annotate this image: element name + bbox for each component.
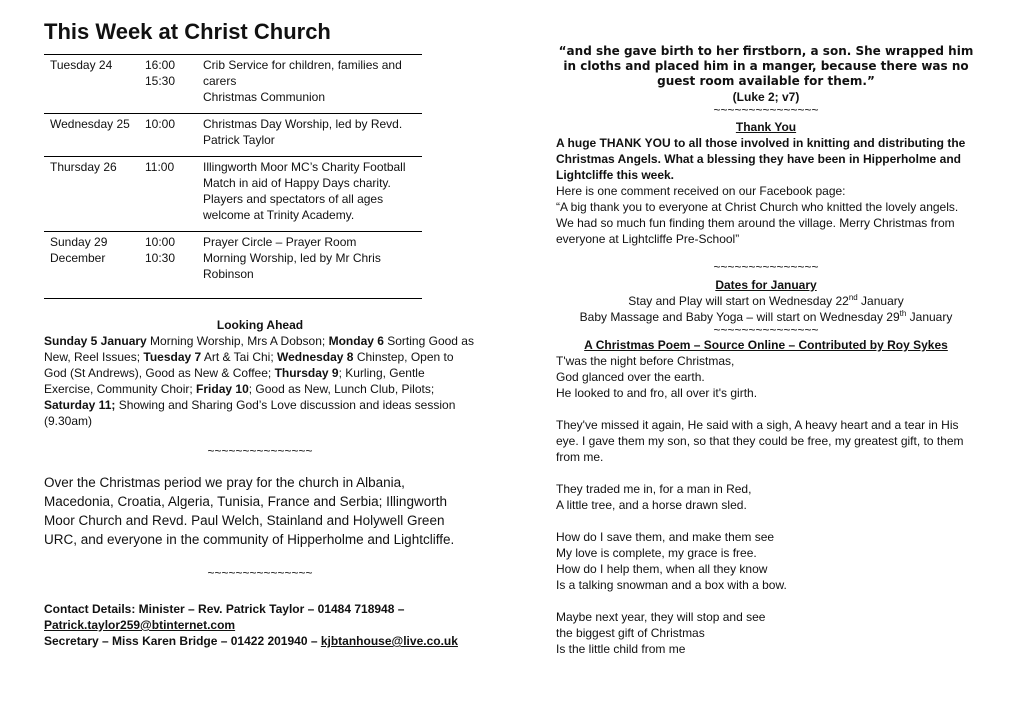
divider: ~~~~~~~~~~~~~~~ [713, 323, 819, 337]
thanks-title: Thank You [735, 120, 797, 134]
looking-ahead-events: Chinstep, Open to God (St Andrews), Good as New & Coffee; [44, 350, 454, 380]
schedule-day: December [50, 251, 106, 265]
schedule-row [44, 157, 422, 232]
looking-ahead-text [44, 333, 476, 429]
looking-ahead-events: Art & Tai Chi; [201, 350, 277, 364]
schedule-description: Christmas Communion [203, 90, 326, 104]
schedule-time: 15:30 [145, 74, 176, 88]
schedule-day: Tuesday 24 [50, 58, 113, 72]
looking-ahead-events: ; Kurling, Gentle Exercise, Community Choir; [44, 366, 425, 396]
divider: ~~~~~~~~~~~~~~~ [207, 566, 313, 580]
schedule-description: Christmas Day Worship, led by Revd. Patrick Taylor [203, 117, 403, 147]
poem-stanza: How do I save them, and make them see My love is complete, my grace is free. How do I help them, when all they know Is a talking snowman and a box with a bow. [556, 530, 787, 592]
poem-body [556, 353, 976, 657]
looking-ahead-day: Wednesday 8 [277, 350, 354, 364]
schedule-time: 10:30 [145, 251, 176, 265]
schedule-time: 16:00 [145, 58, 176, 72]
divider: ~~~~~~~~~~~~~~~ [713, 260, 819, 274]
dates-title: Dates for January [715, 278, 817, 292]
schedule-time: 11:00 [145, 160, 175, 174]
thanks-intro: Here is one comment received on our Facebook page: [556, 184, 846, 198]
poem-stanza: They've missed it again, He said with a sigh, A heavy heart and a tear in His eye. I gave them my son, so that they could be free, my greatest gift, to them from me. [556, 418, 964, 464]
looking-ahead-day: Tuesday 7 [143, 350, 202, 364]
looking-ahead-day: Saturday 11; [44, 398, 116, 412]
contact-details [44, 601, 476, 649]
schedule-table [44, 54, 422, 299]
divider: ~~~~~~~~~~~~~~~ [207, 444, 313, 458]
contact-secretary: Secretary – Miss Karen Bridge – 01422 201940 – [44, 634, 321, 648]
dates-line-1: Stay and Play will start on Wednesday 22nd January [628, 293, 904, 308]
schedule-row [44, 232, 422, 299]
secretary-email-link[interactable]: kjbtanhouse@live.co.uk [320, 634, 458, 648]
looking-ahead-events: Showing and Sharing God’s Love discussion and ideas session (9.30am) [44, 398, 456, 428]
looking-ahead-day: Sunday 5 January [44, 334, 147, 348]
schedule-day: Wednesday 25 [50, 117, 130, 131]
schedule-description: Illingworth Moor MC’s Charity Football Match in aid of Happy Days charity. Players and spectators of all ages welcome at Trinity Academy. [203, 160, 406, 222]
schedule-description: Crib Service for children, families and carers [203, 58, 402, 88]
looking-ahead-events: Morning Worship, Mrs A Dobson; [146, 334, 329, 348]
minister-email-link[interactable]: Patrick.taylor259@btinternet.com [44, 618, 236, 632]
scripture-reference: (Luke 2; v7) [732, 90, 800, 104]
schedule-time: 10:00 [145, 235, 176, 249]
schedule-description: Prayer Circle – Prayer Room [203, 235, 357, 249]
poem-stanza: T'was the night before Christmas, God glanced over the earth. He looked to and fro, all over it's girth. [556, 354, 758, 400]
contact-minister: Contact Details: Minister – Rev. Patrick Taylor – 01484 718948 – [44, 602, 405, 616]
poem-stanza: Maybe next year, they will stop and see the biggest gift of Christmas Is the little child from me [556, 610, 766, 656]
divider: ~~~~~~~~~~~~~~~ [713, 103, 819, 117]
looking-ahead-events: ; Good as New, Lunch Club, Pilots; [248, 382, 435, 396]
thanks-text: A huge THANK YOU to all those involved in knitting and distributing the Christmas Angels. What a blessing they have been in Hipperholme and Lightcliffe this week. [556, 136, 966, 182]
page-title: This Week at Christ Church [44, 19, 331, 44]
prayer-text: Over the Christmas period we pray for the church in Albania, Macedonia, Croatia, Algeria, Tunisia, France and Serbia; Illingworth Moor Church and Revd. Paul Welch, Stainland and Holywell Green URC, and everyone in the community of Hipperholme and Lightcliffe. [44, 475, 455, 547]
right-column [556, 44, 976, 673]
left-column [44, 18, 476, 649]
looking-ahead-title: Looking Ahead [216, 318, 304, 332]
schedule-row [44, 114, 422, 157]
schedule-time: 10:00 [145, 117, 176, 131]
facebook-comment: “A big thank you to everyone at Christ Church who knitted the lovely angels. We had so much fun finding them around the village. Merry Christmas from everyone at Lightcliffe Pre-School” [556, 200, 959, 246]
poem-title: A Christmas Poem – Source Online – Contributed by Roy Sykes [584, 338, 948, 352]
looking-ahead-day: Monday 6 [328, 334, 384, 348]
schedule-day: Thursday 26 [50, 160, 117, 174]
looking-ahead-events: Sorting Good as New, Reel Issues; [44, 334, 474, 364]
schedule-day: Sunday 29 [50, 235, 108, 249]
looking-ahead-day: Thursday 9 [274, 366, 339, 380]
scripture-quote: “and she gave birth to her firstborn, a son. She wrapped him in cloths and placed him in a manger, because there was no guest room available for them.” [558, 44, 974, 88]
schedule-description: Morning Worship, led by Mr Chris Robinson [203, 251, 381, 281]
dates-line-2: Baby Massage and Baby Yoga – will start on Wednesday 29th January [579, 309, 953, 324]
poem-stanza: They traded me in, for a man in Red, A little tree, and a horse drawn sled. [556, 482, 752, 512]
looking-ahead-day: Friday 10 [196, 382, 249, 396]
schedule-row [44, 55, 422, 114]
